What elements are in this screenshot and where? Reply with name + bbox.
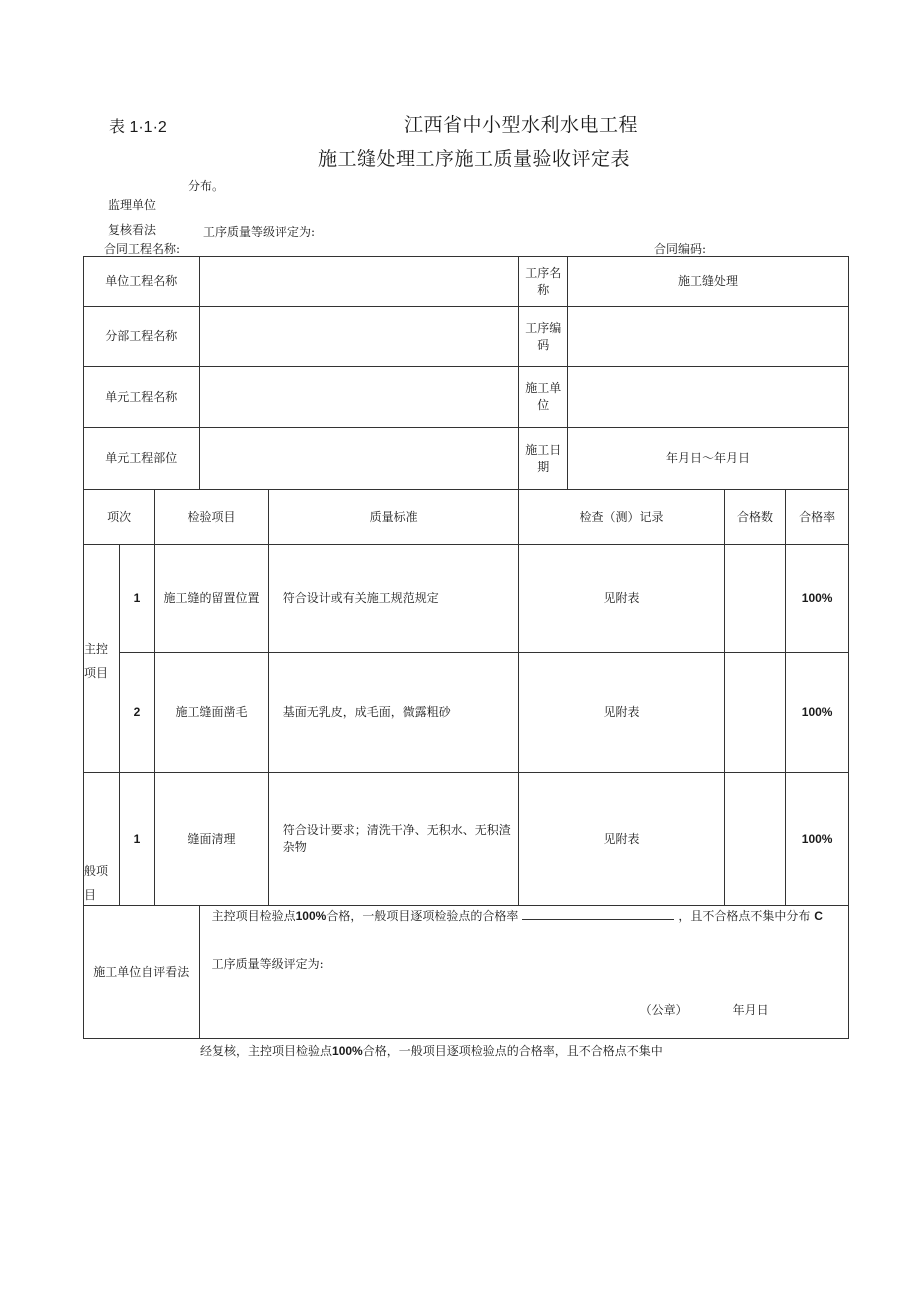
self-eval-line1: [212, 908, 823, 925]
element-label: 单元工程名称: [84, 367, 200, 428]
self-eval-date: 年月日: [732, 1003, 769, 1017]
row-number: 2: [119, 653, 155, 773]
date-value[interactable]: 年月日～年月日: [568, 428, 849, 490]
footer-text-b: 合格，一般项目逐项检验点的合格率，且不合格点不集中: [362, 1044, 663, 1058]
review-footer: [200, 1042, 663, 1059]
inspection-record[interactable]: 见附表: [519, 653, 724, 773]
table-row: [84, 653, 849, 773]
col-header-pass-count: 合格数: [724, 490, 786, 545]
inspection-item: 施工缝面凿毛: [155, 653, 268, 773]
pass-rate[interactable]: 100%: [786, 545, 849, 653]
col-header-pass-rate: 合格率: [786, 490, 849, 545]
contractor-value[interactable]: [568, 367, 849, 428]
inspection-item: 施工缝的留置位置: [155, 545, 268, 653]
contract-name-label: 合同工程名称:: [104, 242, 181, 256]
col-header-item: 检验项目: [155, 490, 268, 545]
main-control-category: [84, 545, 120, 773]
quality-standard: 基面无乳皮，成毛面，微露粗砂: [268, 653, 519, 773]
location-label: 单元工程部位: [84, 428, 200, 490]
col-header-standard: 质量标准: [268, 490, 519, 545]
self-eval-text-a: 主控项目检验点: [211, 909, 296, 923]
footer-text-a: 经复核，主控项目检验点: [200, 1044, 333, 1058]
self-eval-label: 施工单位自评看法: [84, 906, 200, 1039]
general-category-line1: 般项: [84, 864, 109, 878]
self-eval-pct: 100%: [295, 909, 327, 923]
pass-count[interactable]: [724, 653, 786, 773]
quality-standard: 符合设计或有关施工规范规定: [268, 545, 519, 653]
process-name-label: 工序名称: [519, 257, 568, 307]
self-eval-seal: （公章）: [639, 1003, 688, 1017]
evaluation-table: [83, 256, 849, 1039]
row-number: 1: [119, 773, 155, 906]
pass-count[interactable]: [724, 773, 786, 906]
process-code-value[interactable]: [568, 307, 849, 367]
division-label: 分部工程名称: [84, 307, 200, 367]
pass-count[interactable]: [724, 545, 786, 653]
main-category-line1: 主控: [84, 642, 109, 656]
main-category-line2: 项目: [84, 666, 109, 680]
division-value[interactable]: [199, 307, 519, 367]
table-row: [84, 773, 849, 906]
inspection-item: 缝面清理: [155, 773, 268, 906]
pass-rate-blank[interactable]: [522, 909, 674, 920]
contract-code-label: 合同编码:: [654, 242, 707, 256]
general-category-line2: 目: [84, 888, 97, 902]
unit-project-label: 单位工程名称: [84, 257, 200, 307]
col-header-record: 检查（测）记录: [519, 490, 724, 545]
process-code-label: 工序编码: [519, 307, 568, 367]
form-number: 表 1·1·2: [109, 119, 167, 136]
process-name-value[interactable]: 施工缝处理: [568, 257, 849, 307]
footer-pct: 100%: [332, 1044, 363, 1058]
stray-supervisor-text: 监理单位: [108, 198, 157, 212]
date-label: 施工日期: [519, 428, 568, 490]
quality-standard: 符合设计要求；清洗干净、无积水、无积渣杂物: [268, 773, 519, 906]
pass-rate[interactable]: 100%: [786, 773, 849, 906]
stray-grade-text: 工序质量等级评定为:: [203, 225, 316, 239]
general-category: [84, 773, 120, 906]
self-eval-end: C: [814, 909, 823, 923]
unit-project-value[interactable]: [199, 257, 519, 307]
title-line-1: 江西省中小型水利水电工程: [404, 114, 639, 136]
table-row: [84, 545, 849, 653]
row-number: 1: [119, 545, 155, 653]
title-line-2: 施工缝处理工序施工质量验收评定表: [318, 148, 631, 170]
pass-rate[interactable]: 100%: [786, 653, 849, 773]
inspection-record[interactable]: 见附表: [519, 545, 724, 653]
inspection-record[interactable]: 见附表: [519, 773, 724, 906]
self-eval-text-c: ，且不合格点不集中分布: [678, 909, 811, 923]
self-eval-content: [199, 906, 848, 1039]
stray-distribution-text: 分布。: [188, 179, 225, 193]
stray-review-text: 复核看法: [108, 223, 157, 237]
self-eval-text-b: 合格，一般项目逐项检验点的合格率: [326, 909, 519, 923]
col-header-item-no: 项次: [84, 490, 155, 545]
self-eval-grade: 工序质量等级评定为:: [211, 957, 324, 971]
element-value[interactable]: [199, 367, 519, 428]
contractor-label: 施工单位: [519, 367, 568, 428]
location-value[interactable]: [199, 428, 519, 490]
